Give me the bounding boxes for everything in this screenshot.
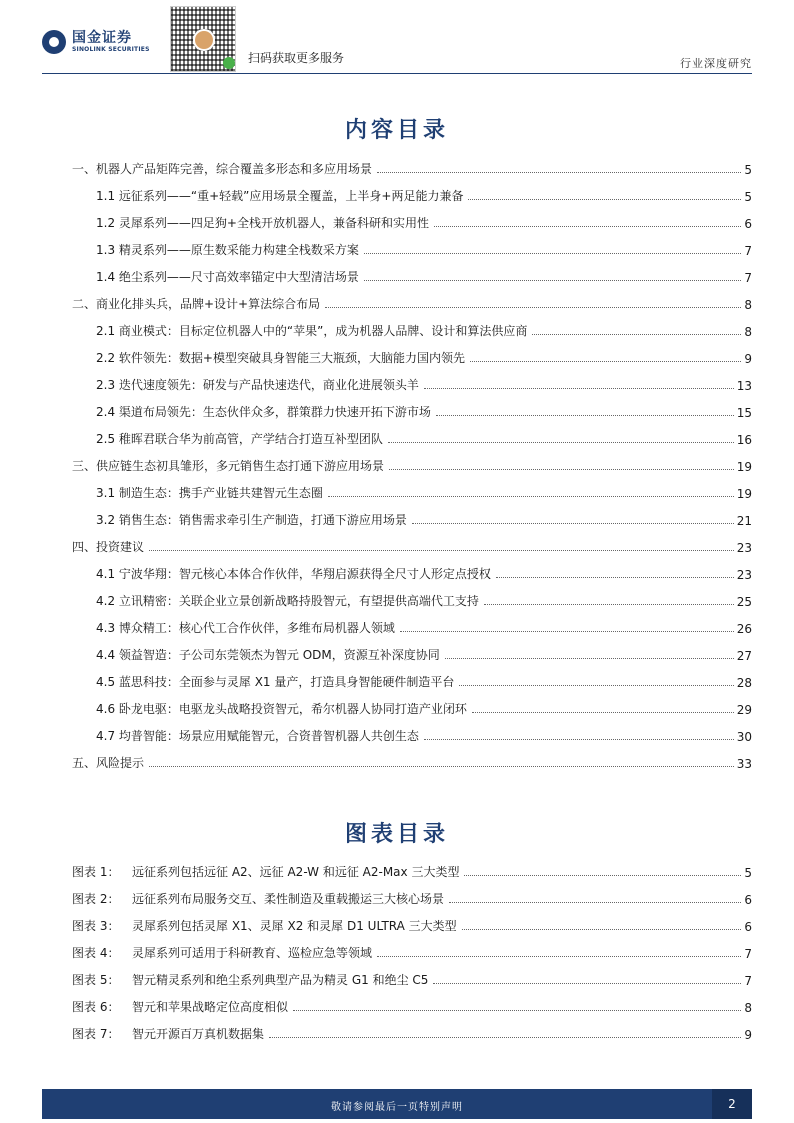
toc-entry-page: 7: [744, 244, 752, 258]
toc-entry[interactable]: [72, 456, 752, 474]
toc-entry-page: 27: [736, 649, 752, 663]
leader-dots: [149, 766, 734, 767]
page-footer: [42, 1089, 752, 1119]
toc-entry[interactable]: [72, 294, 752, 312]
figure-entry[interactable]: [72, 997, 752, 1015]
figure-entry[interactable]: [72, 943, 752, 961]
figure-number: 图表 6：: [72, 1000, 120, 1014]
toc-entry-page: 23: [736, 541, 752, 555]
toc-entry-label: 2.3 迭代速度领先：研发与产品快速迭代，商业化进展领头羊: [96, 378, 419, 392]
toc-entry-page: 13: [736, 379, 752, 393]
leader-dots: [377, 956, 741, 957]
brand-name-en: SINOLINK SECURITIES: [72, 46, 150, 53]
leader-dots: [434, 226, 741, 227]
figure-page: 7: [744, 974, 752, 988]
leader-dots: [433, 983, 741, 984]
toc-entry[interactable]: [96, 645, 752, 663]
figure-label: 远征系列包括远征 A2、远征 A2-W 和远征 A2-Max 三大类型: [132, 865, 460, 879]
toc-entry[interactable]: [96, 429, 752, 447]
leader-dots: [293, 1010, 741, 1011]
leader-dots: [462, 929, 742, 930]
footer-disclaimer: 敬请参阅最后一页特别声明: [331, 1102, 463, 1113]
toc-entry-page: 8: [744, 298, 752, 312]
toc-entry-label: 4.7 均普智能：场景应用赋能智元，合资普智机器人共创生态: [96, 729, 419, 743]
toc-entry[interactable]: [96, 564, 752, 582]
leader-dots: [470, 361, 741, 362]
figure-entry[interactable]: [72, 970, 752, 988]
toc-entry-page: 26: [736, 622, 752, 636]
toc-entry-label: 4.4 领益智造：子公司东莞领杰为智元 ODM，资源互补深度协同: [96, 648, 440, 662]
leader-dots: [377, 172, 741, 173]
toc-entry-page: 5: [744, 163, 752, 177]
figure-list-title: 图表目录: [344, 821, 449, 847]
leader-dots: [400, 631, 734, 632]
toc-entry-page: 15: [736, 406, 752, 420]
toc-entry-label: 三、供应链生态初具雏形，多元销售生态打通下游应用场景: [72, 459, 385, 473]
qr-center-logo-icon: [193, 29, 215, 51]
toc-entry-page: 23: [736, 568, 752, 582]
leader-dots: [388, 442, 734, 443]
toc-entry[interactable]: [96, 618, 752, 636]
toc-entry-label: 2.4 渠道布局领先：生态伙伴众多，群策群力快速开拓下游市场: [96, 405, 431, 419]
toc-entry-label: 4.3 博众精工：核心代工合作伙伴，多维布局机器人领域: [96, 621, 395, 635]
figure-label: 智元开源百万真机数据集: [132, 1027, 265, 1041]
qr-code-icon: [170, 6, 236, 72]
toc-entry-label: 1.1 远征系列——“重+轻载”应用场景全覆盖，上半身+两足能力兼备: [96, 189, 464, 203]
figure-number: 图表 2：: [72, 892, 120, 906]
figure-number: 图表 5：: [72, 973, 120, 987]
toc-entry[interactable]: [96, 726, 752, 744]
toc-entry[interactable]: [96, 186, 752, 204]
page-number: 2: [712, 1089, 752, 1119]
toc-entry[interactable]: [96, 402, 752, 420]
toc-entry-label: 2.5 稚晖君联合华为前高管，产学结合打造互补型团队: [96, 432, 383, 446]
figure-label: 灵犀系列包括灵犀 X1、灵犀 X2 和灵犀 D1 ULTRA 三大类型: [132, 919, 457, 933]
toc-entry[interactable]: [96, 591, 752, 609]
toc-entry-page: 6: [744, 217, 752, 231]
toc-entry-page: 8: [744, 325, 752, 339]
toc-entry[interactable]: [96, 321, 752, 339]
toc-entry-label: 一、机器人产品矩阵完善，综合覆盖多形态和多应用场景: [72, 162, 373, 176]
leader-dots: [424, 388, 734, 389]
figure-label: 远征系列布局服务交互、柔性制造及重载搬运三大核心场景: [132, 892, 445, 906]
toc-entry-label: 3.2 销售生态：销售需求牵引生产制造，打通下游应用场景: [96, 513, 407, 527]
toc-entry[interactable]: [96, 672, 752, 690]
figure-page: 6: [744, 893, 752, 907]
toc-entry[interactable]: [96, 699, 752, 717]
toc-entry-label: 2.2 软件领先：数据+模型突破具身智能三大瓶颈，大脑能力国内领先: [96, 351, 465, 365]
figure-number: 图表 1：: [72, 865, 120, 879]
figure-number: 图表 4：: [72, 946, 120, 960]
leader-dots: [436, 415, 734, 416]
figure-page: 9: [744, 1028, 752, 1042]
toc-entry[interactable]: [96, 375, 752, 393]
toc-entry[interactable]: [96, 510, 752, 528]
scan-prompt: 扫码获取更多服务: [248, 51, 345, 65]
toc-entry-label: 四、投资建议: [72, 540, 145, 554]
leader-dots: [149, 550, 734, 551]
toc-entry[interactable]: [96, 213, 752, 231]
leader-dots: [364, 253, 741, 254]
toc-entry[interactable]: [96, 267, 752, 285]
figure-label: 灵犀系列可适用于科研教育、巡检应急等领域: [132, 946, 373, 960]
page-header: [0, 0, 794, 76]
toc-entry-label: 2.1 商业模式：目标定位机器人中的“苹果”，成为机器人品牌、设计和算法供应商: [96, 324, 528, 338]
leader-dots: [328, 496, 734, 497]
toc-entry-page: 19: [736, 487, 752, 501]
header-divider: [42, 73, 752, 74]
toc-entry-label: 二、商业化排头兵，品牌+设计+算法综合布局: [72, 297, 321, 311]
leader-dots: [472, 712, 734, 713]
toc-entry-page: 21: [736, 514, 752, 528]
toc-entry-page: 28: [736, 676, 752, 690]
toc-entry-page: 16: [736, 433, 752, 447]
toc-entry[interactable]: [96, 483, 752, 501]
brand-name-cn: 国金证券: [72, 30, 132, 46]
toc-entry-label: 1.4 绝尘系列——尺寸高效率锚定中大型清洁场景: [96, 270, 359, 284]
leader-dots: [484, 604, 734, 605]
logo-mark-icon: [42, 30, 66, 54]
figure-page: 7: [744, 947, 752, 961]
figure-label: 智元精灵系列和绝尘系列典型产品为精灵 G1 和绝尘 C5: [132, 973, 429, 987]
toc-entry-page: 19: [736, 460, 752, 474]
toc-entry-label: 4.5 蓝思科技：全面参与灵犀 X1 量产，打造具身智能硬件制造平台: [96, 675, 455, 689]
brand-logo: [42, 30, 150, 54]
figure-entry[interactable]: [72, 889, 752, 907]
toc-entry[interactable]: [72, 753, 752, 771]
leader-dots: [412, 523, 734, 524]
toc-title: 内容目录: [344, 117, 449, 143]
leader-dots: [424, 739, 734, 740]
figure-number: 图表 3：: [72, 919, 120, 933]
toc-entry[interactable]: [72, 537, 752, 555]
figure-number: 图表 7：: [72, 1027, 120, 1041]
figure-page: 8: [744, 1001, 752, 1015]
toc-entry[interactable]: [96, 240, 752, 258]
wechat-badge-icon: [223, 57, 235, 69]
leader-dots: [364, 280, 741, 281]
toc-entry-label: 4.1 宁波华翔：智元核心本体合作伙伴，华翔启源获得全尺寸人形定点授权: [96, 567, 491, 581]
leader-dots: [468, 199, 741, 200]
leader-dots: [449, 902, 741, 903]
toc-entry-label: 4.2 立讯精密：关联企业立景创新战略持股智元，有望提供高端代工支持: [96, 594, 479, 608]
toc-entry-page: 29: [736, 703, 752, 717]
leader-dots: [445, 658, 734, 659]
leader-dots: [389, 469, 734, 470]
figure-page: 5: [744, 866, 752, 880]
toc-entry-label: 4.6 卧龙电驱：电驱龙头战略投资智元，希尔机器人协同打造产业闭环: [96, 702, 467, 716]
toc-entry-label: 五、风险提示: [72, 756, 145, 770]
leader-dots: [532, 334, 741, 335]
toc-entry-page: 9: [744, 352, 752, 366]
toc-entry-page: 33: [736, 757, 752, 771]
toc-entry[interactable]: [96, 348, 752, 366]
document-type: 行业深度研究: [680, 57, 752, 70]
toc-entry-page: 30: [736, 730, 752, 744]
figure-page: 6: [744, 920, 752, 934]
leader-dots: [496, 577, 734, 578]
toc-entry-page: 7: [744, 271, 752, 285]
figure-entry[interactable]: [72, 916, 752, 934]
leader-dots: [464, 875, 741, 876]
toc-entry-page: 5: [744, 190, 752, 204]
figure-label: 智元和苹果战略定位高度相似: [132, 1000, 289, 1014]
figure-entry[interactable]: [72, 1024, 752, 1042]
toc-entry-page: 25: [736, 595, 752, 609]
leader-dots: [459, 685, 733, 686]
toc-entry-label: 1.3 精灵系列——原生数采能力构建全栈数采方案: [96, 243, 359, 257]
leader-dots: [269, 1037, 741, 1038]
figure-entry[interactable]: [72, 862, 752, 880]
toc-entry-label: 1.2 灵犀系列——四足狗+全栈开放机器人，兼备科研和实用性: [96, 216, 429, 230]
leader-dots: [325, 307, 741, 308]
toc-entry-label: 3.1 制造生态：携手产业链共建智元生态圈: [96, 486, 323, 500]
toc-entry[interactable]: [72, 159, 752, 177]
